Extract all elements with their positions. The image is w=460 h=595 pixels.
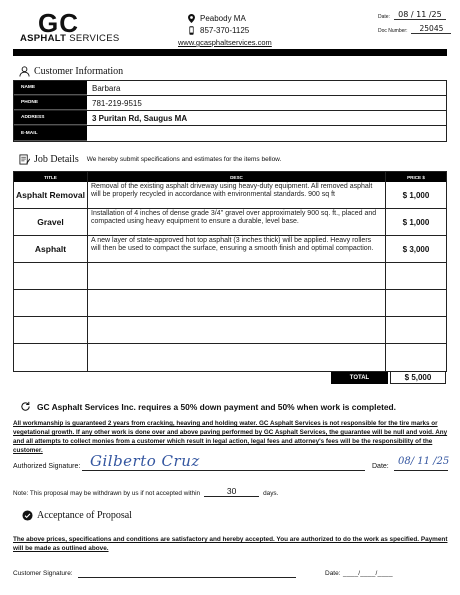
company-phone: 857-370-1125 <box>200 25 250 35</box>
job-item-desc[interactable] <box>88 290 386 316</box>
authorized-date-value[interactable]: 08/ 11 /25 <box>398 456 450 467</box>
customer-label: ADDRESS <box>14 111 87 125</box>
table-row <box>14 290 446 317</box>
company-website-link[interactable]: www.gcasphaltservices.com <box>178 38 272 47</box>
job-item-title[interactable] <box>14 317 88 343</box>
total-value[interactable]: $ 5,000 <box>390 372 446 384</box>
customer-address-field[interactable]: 3 Puritan Rd, Saugus MA <box>92 113 188 123</box>
job-item-desc[interactable]: Installation of 4 inches of dense grade 3/4'' gravel over approximately 900 sq. ft., placed and compacted using heavy equipment to ensure a durable, level base. <box>88 209 386 235</box>
table-row <box>14 344 446 371</box>
job-item-desc[interactable]: Removal of the existing asphalt driveway using heavy-duty equipment. All removed asphalt will be properly recycled in accordance with environmental standards. 900 sq ft <box>88 182 386 208</box>
customer-label: E-MAIL <box>14 126 87 141</box>
job-item-title[interactable] <box>14 344 88 371</box>
job-item-price[interactable]: $ 1,000 <box>402 217 430 227</box>
customer-row-email <box>14 126 446 141</box>
acceptance-heading <box>22 510 132 521</box>
table-row <box>14 236 446 263</box>
job-table-header <box>14 172 446 182</box>
table-row <box>14 317 446 344</box>
job-item-price[interactable] <box>386 344 446 371</box>
person-icon <box>19 66 30 77</box>
customer-row-phone <box>14 96 446 111</box>
payment-terms-text: GC Asphalt Services Inc. requires a 50% down payment and 50% when work is completed. <box>37 401 396 412</box>
customer-name-field[interactable]: Barbara <box>92 83 121 93</box>
customer-email-field[interactable] <box>87 126 446 141</box>
job-item-title[interactable]: Asphalt Removal <box>14 182 88 208</box>
note-days-field[interactable]: 30 <box>204 486 259 497</box>
acceptance-text: The above prices, specifications and conditions are satisfactory and hereby accepted. You are authorized to do the work as specified. Payment will be made as outlined above. <box>13 536 448 552</box>
job-item-price[interactable]: $ 3,000 <box>402 244 430 254</box>
payment-terms <box>20 401 396 412</box>
job-heading-text: Job Details <box>34 154 79 165</box>
customer-heading-text: Customer Information <box>34 66 124 77</box>
job-item-desc[interactable] <box>88 344 386 371</box>
table-row <box>14 263 446 290</box>
header-divider <box>13 49 447 56</box>
job-item-price[interactable] <box>386 290 446 316</box>
job-item-title[interactable]: Asphalt <box>14 236 88 262</box>
authorized-date-label: Date: <box>372 463 389 470</box>
job-item-price[interactable] <box>386 263 446 289</box>
column-header-title: TITLE <box>14 172 88 182</box>
company-logo: GC <box>38 8 79 38</box>
customer-row-address <box>14 111 446 126</box>
phone-icon <box>188 26 195 35</box>
customer-row-name <box>14 81 446 96</box>
document-date <box>378 10 446 20</box>
map-pin-icon <box>188 14 195 23</box>
job-item-desc[interactable]: A new layer of state-approved hot top asphalt (3 inches thick) will be applied. Heavy rollers will then be used to compact the surface, ensuring a smooth finish and optimal compaction. <box>88 236 386 262</box>
authorized-signature-line <box>82 470 365 471</box>
job-details-table <box>13 171 447 372</box>
note-prefix: Note: This proposal may be withdrawn by us if not accepted within <box>13 490 201 497</box>
location-row <box>188 13 272 25</box>
job-item-desc[interactable] <box>88 317 386 343</box>
customer-info-table <box>13 80 447 142</box>
customer-section-heading <box>19 66 123 77</box>
customer-phone-field[interactable]: 781-219-9515 <box>92 98 142 108</box>
column-header-price: PRICE $ <box>407 174 425 180</box>
document-date-value[interactable]: 08 / 11 /25 <box>394 10 446 20</box>
job-item-title[interactable] <box>14 263 88 289</box>
refresh-icon <box>20 401 31 412</box>
note-suffix: days. <box>263 490 279 497</box>
authorized-date-line <box>394 470 448 471</box>
withdrawal-note <box>13 486 278 497</box>
total-label: TOTAL <box>331 372 388 384</box>
check-circle-icon <box>22 510 33 521</box>
document-number-value[interactable]: 25045 <box>411 24 451 34</box>
customer-label: PHONE <box>14 96 87 110</box>
document-number <box>378 24 451 34</box>
document-number-label: Doc Number: <box>378 28 408 34</box>
company-location: Peabody MA <box>200 14 246 23</box>
table-row <box>14 209 446 236</box>
job-item-price[interactable]: $ 1,000 <box>402 190 430 200</box>
job-section-heading <box>19 154 281 165</box>
authorized-signature[interactable]: Gilberto Cruz <box>90 452 200 470</box>
column-header-desc: DESC <box>88 172 386 182</box>
authorized-signature-label: Authorized Signature: <box>13 463 81 470</box>
job-item-desc[interactable] <box>88 263 386 289</box>
customer-signature-field[interactable] <box>78 577 296 578</box>
company-logo-subtitle: ASPHALT SERVICES <box>20 33 120 44</box>
acceptance-heading-text: Acceptance of Proposal <box>37 510 132 521</box>
job-item-price[interactable] <box>386 317 446 343</box>
phone-row <box>188 25 272 37</box>
job-item-title[interactable]: Gravel <box>14 209 88 235</box>
customer-label: NAME <box>14 81 87 95</box>
customer-signature-label: Customer Signature: <box>13 570 73 577</box>
document-edit-icon <box>19 154 30 165</box>
customer-date-label: Date: <box>325 570 341 577</box>
customer-date-field[interactable]: ____/____/____ <box>343 570 393 577</box>
company-contact <box>178 13 272 49</box>
warranty-text: All workmanship is guaranteed 2 years from cracking, heaving and holding water. GC Asphalt Services is not responsible for the tire marks or vegetational growth. If any other work is done over and above paving performed by GC Asphalt Services, the guarantee will be null and void. Any and all attempts to collect monies from a customer which result in legal action, legal fees and attorney's fees will be the responsibility of the customer. <box>13 420 448 454</box>
document-date-label: Date: <box>378 14 390 20</box>
job-note: We hereby submit specifications and estimates for the items bellow. <box>86 156 282 163</box>
table-row <box>14 182 446 209</box>
job-item-title[interactable] <box>14 290 88 316</box>
